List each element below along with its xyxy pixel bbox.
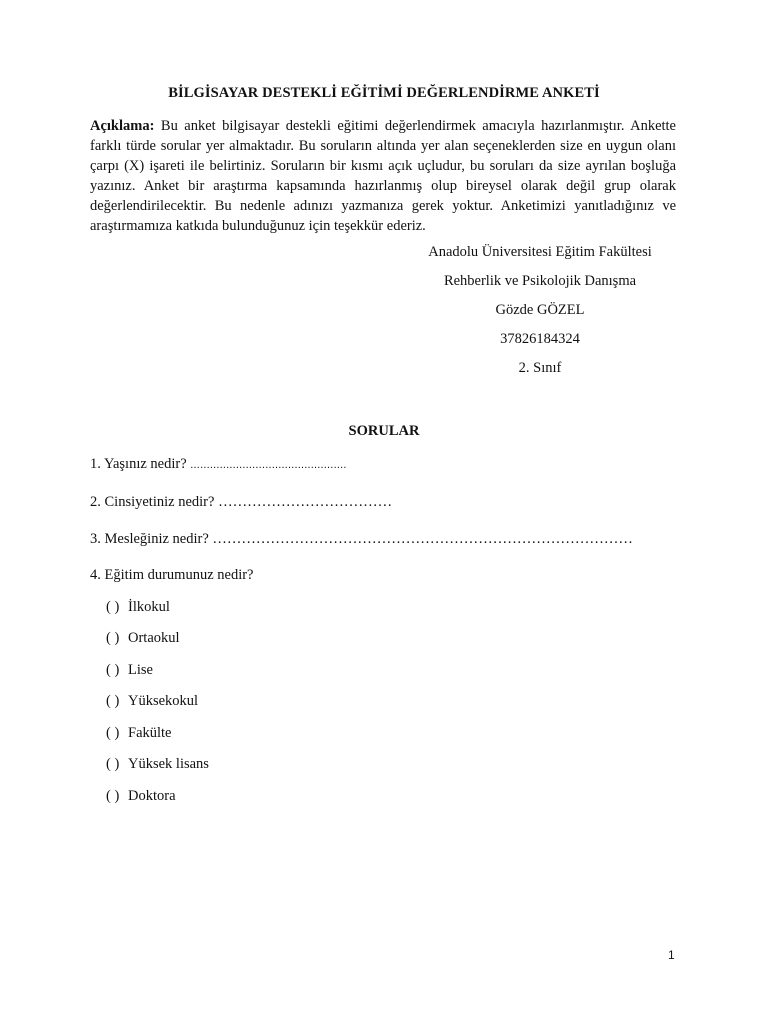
question-education — [90, 567, 254, 584]
checkbox-mark[interactable]: ( ) — [106, 662, 120, 678]
checkbox-mark[interactable]: ( ) — [106, 756, 120, 772]
answer-blank[interactable]: ................................................ — [190, 459, 347, 471]
intro-label: Açıklama: — [90, 118, 155, 134]
option-doktora[interactable] — [106, 788, 176, 805]
checkbox-mark[interactable]: ( ) — [106, 630, 120, 646]
option-label: Yüksekokul — [128, 693, 199, 709]
option-yuksek-lisans[interactable] — [106, 756, 209, 773]
checkbox-mark[interactable]: ( ) — [106, 725, 120, 741]
intro-text: Bu anket bilgisayar destekli eğitimi değerlendirmek amacıyla hazırlanmıştır. Ankette farklı türde sorular yer almaktadır. Bu soruların altında yer alan seçeneklerden size en uygun olanı çarpı (X) işareti ile belirtiniz. Soruların bir kısmı açık uçludur, bu soruları da size ayrılan boşluğa yazınız. Anket bir araştırma kapsamında hazırlanmış olup bireysel olarak değil grup olarak değerlendirilecektir. Bu nedenle adınızı yazmanıza gerek yoktur. Anketimizi yanıtladığınız ve araştırmamıza katkıda bulunduğunuz için teşekkür ederiz. — [90, 118, 676, 234]
checkbox-mark[interactable]: ( ) — [106, 788, 120, 804]
checkbox-mark[interactable]: ( ) — [106, 599, 120, 615]
section-title: SORULAR — [348, 423, 420, 439]
option-ilkokul[interactable] — [106, 599, 170, 616]
intro-paragraph — [90, 116, 676, 236]
option-fakulte[interactable] — [106, 725, 172, 742]
question-profession — [90, 531, 633, 548]
option-label: İlkokul — [128, 599, 170, 615]
question-text: 1. Yaşınız nedir? — [90, 456, 191, 472]
option-yuksekokul[interactable] — [106, 693, 198, 710]
page-number: 1 — [668, 948, 675, 962]
question-age — [90, 456, 347, 473]
signature-student-number: 37826184324 — [500, 331, 580, 347]
option-label: Doktora — [128, 788, 176, 804]
option-label: Ortaokul — [128, 630, 180, 646]
signature-institution: Anadolu Üniversitesi Eğitim Fakültesi — [428, 244, 652, 260]
option-label: Yüksek lisans — [128, 756, 209, 772]
signature-class: 2. Sınıf — [518, 360, 562, 376]
question-text: 3. Mesleğiniz nedir? — [90, 531, 213, 547]
signature-author: Gözde GÖZEL — [495, 302, 585, 318]
answer-blank[interactable]: …………………………………………………………………………… — [212, 531, 633, 547]
question-gender — [90, 494, 392, 511]
question-text: 4. Eğitim durumunuz nedir? — [90, 567, 254, 583]
answer-blank[interactable]: ……………………………… — [218, 494, 393, 510]
question-text: 2. Cinsiyetiniz nedir? — [90, 494, 219, 510]
checkbox-mark[interactable]: ( ) — [106, 693, 120, 709]
signature-department: Rehberlik ve Psikolojik Danışma — [443, 273, 637, 289]
option-ortaokul[interactable] — [106, 630, 180, 647]
document-title: BİLGİSAYAR DESTEKLİ EĞİTİMİ DEĞERLENDİRME ANKETİ — [168, 85, 600, 101]
option-label: Lise — [128, 662, 153, 678]
option-lise[interactable] — [106, 662, 153, 679]
option-label: Fakülte — [128, 725, 172, 741]
